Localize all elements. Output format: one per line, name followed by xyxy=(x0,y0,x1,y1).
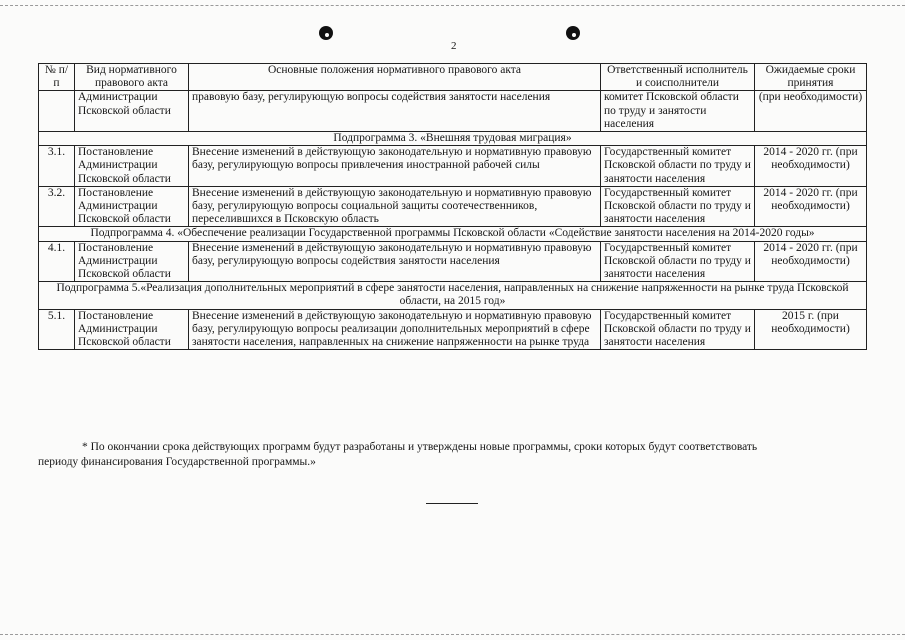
cell-act-type: Администрации Псковской области xyxy=(75,91,189,132)
table-header-row xyxy=(39,64,867,91)
table-row xyxy=(39,146,867,187)
cell-act-type: Постановление Администрации Псковской области xyxy=(75,146,189,187)
cell-num: 4.1. xyxy=(39,241,75,282)
subprogram-row xyxy=(39,132,867,146)
cell-terms: 2015 г. (при необходимости) xyxy=(755,309,867,350)
header-num: № п/п xyxy=(39,64,75,91)
cell-provisions: Внесение изменений в действующую законодательную и нормативную правовую базу, регулирующую вопросы реализации дополнительных мероприятий в сфере занятости населения, направленных на снижение напряженности на рынке труда xyxy=(189,309,601,350)
cell-num xyxy=(39,91,75,132)
subprogram-4-title: Подпрограмма 4. «Обеспечение реализации Государственной программы Псковской области «Содействие занятости населения на 2014-2020 годы» xyxy=(39,227,867,241)
subprogram-5-title: Подпрограмма 5.«Реализация дополнительных мероприятий в сфере занятости населения, направленных на снижение напряженности на рынке труда Псковской области, на 2015 год» xyxy=(39,282,867,309)
punch-hole-left xyxy=(319,26,333,40)
page-number: 2 xyxy=(451,40,457,52)
cell-num: 5.1. xyxy=(39,309,75,350)
table-row xyxy=(39,309,867,350)
footnote-line-2: периоду финансирования Государственной программы.» xyxy=(38,456,316,468)
cell-terms: 2014 - 2020 гг. (при необходимости) xyxy=(755,186,867,227)
table-row xyxy=(39,186,867,227)
cell-act-type: Постановление Администрации Псковской области xyxy=(75,241,189,282)
subprogram-row xyxy=(39,227,867,241)
cell-executor: комитет Псковской области по труду и занятости населения xyxy=(601,91,755,132)
cell-act-type: Постановление Администрации Псковской области xyxy=(75,309,189,350)
header-provisions: Основные положения нормативного правового акта xyxy=(189,64,601,91)
subprogram-3-title: Подпрограмма 3. «Внешняя трудовая миграция» xyxy=(39,132,867,146)
cell-provisions: Внесение изменений в действующую законодательную и нормативную правовую базу, регулирующую вопросы социальной защиты соотечественников, переселившихся в Псковскую область xyxy=(189,186,601,227)
cell-terms: 2014 - 2020 гг. (при необходимости) xyxy=(755,146,867,187)
cell-terms: (при необходимости) xyxy=(755,91,867,132)
cell-act-type: Постановление Администрации Псковской области xyxy=(75,186,189,227)
cell-executor: Государственный комитет Псковской области по труду и занятости населения xyxy=(601,146,755,187)
cell-executor: Государственный комитет Псковской области по труду и занятости населения xyxy=(601,241,755,282)
closing-line xyxy=(426,503,478,504)
cell-num: 3.2. xyxy=(39,186,75,227)
table-row xyxy=(39,241,867,282)
cell-executor: Государственный комитет Псковской области по труду и занятости населения xyxy=(601,186,755,227)
footnote-line-1: * По окончании срока действующих программ будут разработаны и утверждены новые программы, сроки которых будут соответствовать xyxy=(82,441,758,453)
cell-num: 3.1. xyxy=(39,146,75,187)
scan-edge-bottom xyxy=(0,634,905,635)
footnote xyxy=(38,440,866,470)
cell-provisions: Внесение изменений в действующую законодательную и нормативную правовую базу, регулирующую вопросы привлечения иностранной рабочей силы xyxy=(189,146,601,187)
scan-edge-top xyxy=(0,5,905,6)
cell-provisions: Внесение изменений в действующую законодательную и нормативную правовую базу, регулирующую вопросы содействия занятости населения xyxy=(189,241,601,282)
header-act-type: Вид нормативного правового акта xyxy=(75,64,189,91)
subprogram-row xyxy=(39,282,867,309)
legal-acts-table xyxy=(38,63,867,350)
table-row xyxy=(39,91,867,132)
header-terms: Ожидаемые сроки принятия xyxy=(755,64,867,91)
header-executor: Ответственный исполнитель и соисполнители xyxy=(601,64,755,91)
punch-hole-right xyxy=(566,26,580,40)
cell-provisions: правовую базу, регулирующую вопросы содействия занятости населения xyxy=(189,91,601,132)
cell-terms: 2014 - 2020 гг. (при необходимости) xyxy=(755,241,867,282)
cell-executor: Государственный комитет Псковской области по труду и занятости населения xyxy=(601,309,755,350)
